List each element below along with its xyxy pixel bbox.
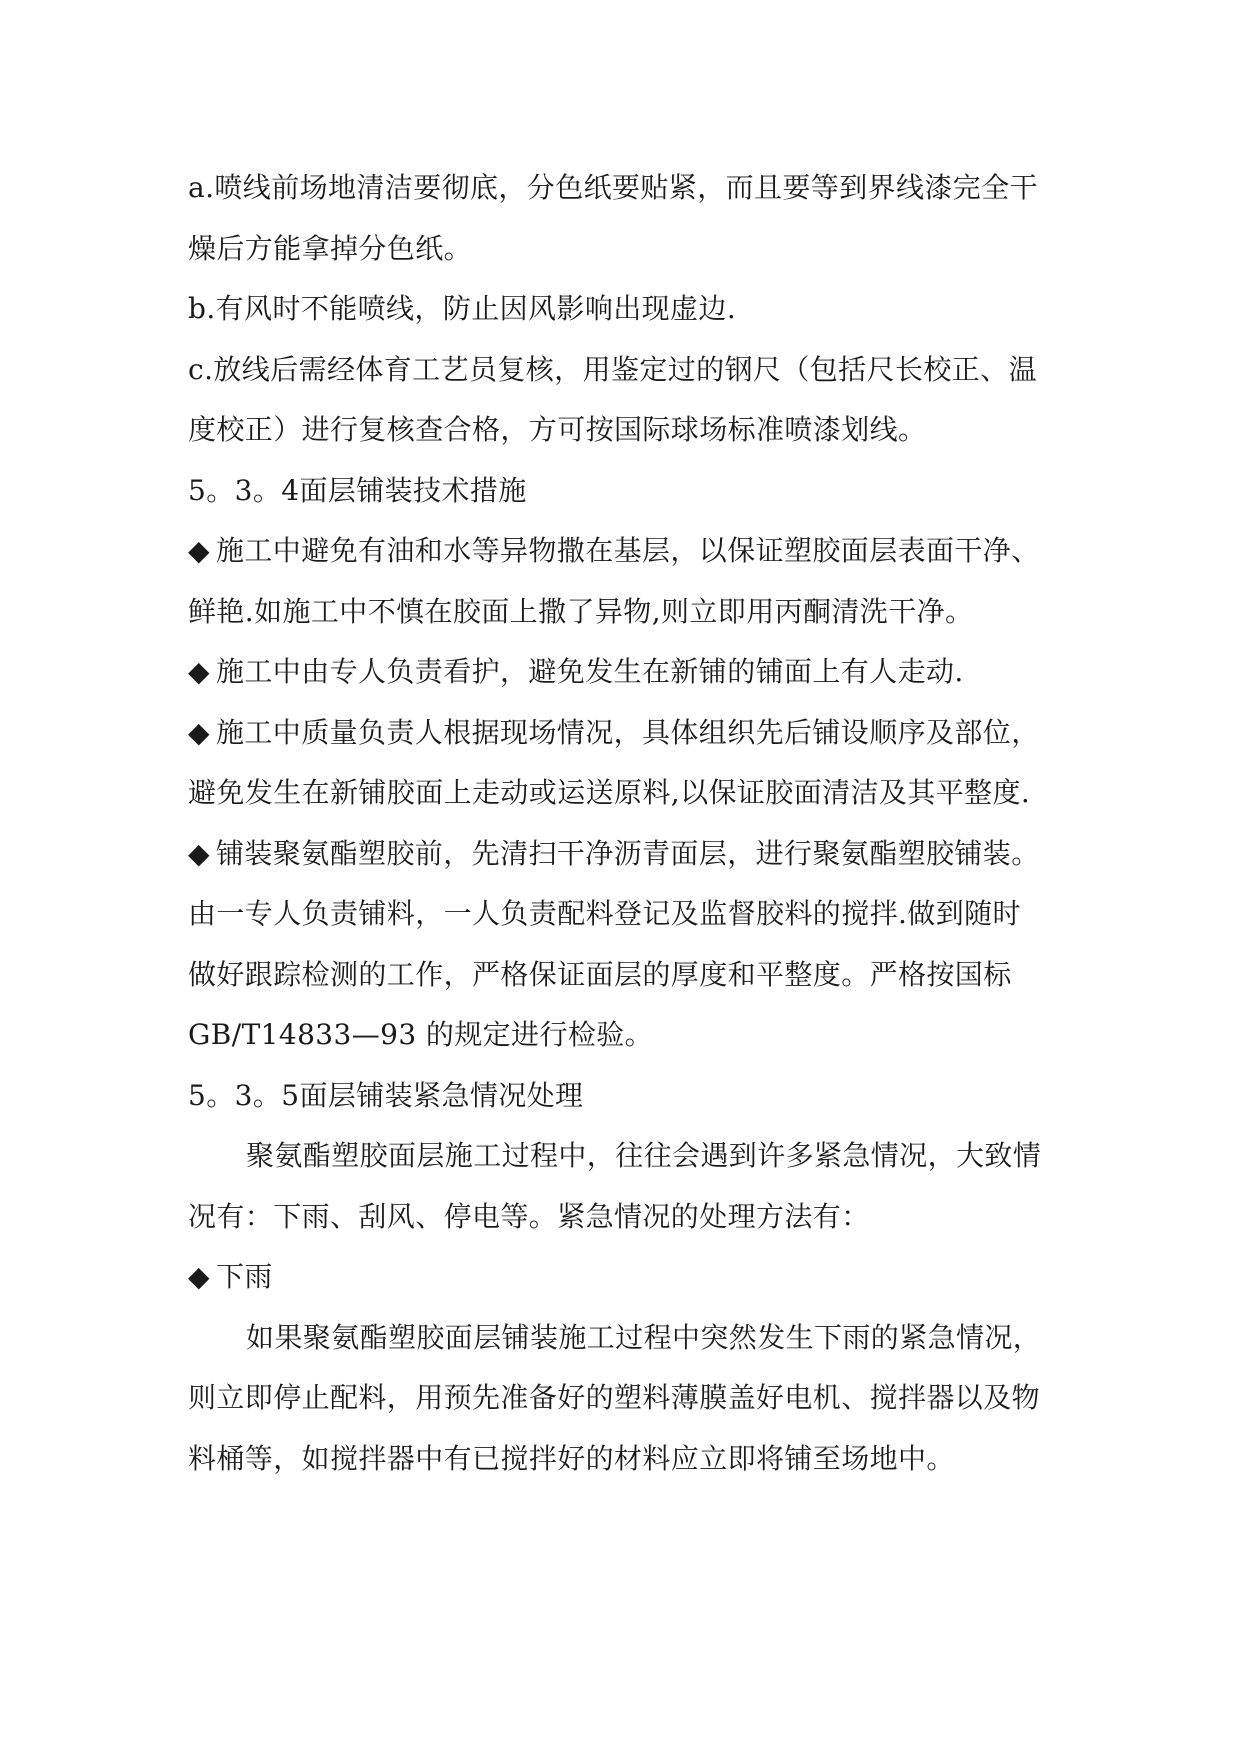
bullet-item-3-line-2: 避免发生在新铺胶面上走动或运送原料,以保证胶面清洁及其平整度.: [188, 776, 1031, 809]
bullet-item-4-line-2: 由一专人负责铺料，一人负责配料登记及监督胶料的搅拌.做到随时: [188, 897, 1021, 930]
bullet-item-4-line-3: 做好跟踪检测的工作，严格保证面层的厚度和平整度。严格按国标: [188, 957, 1012, 991]
paragraph-a-line-1: a.喷线前场地清洁要彻底，分色纸要贴紧，而且要等到界线漆完全干: [188, 171, 1038, 204]
diamond-bullet-icon: ◆: [188, 534, 210, 567]
bullet-item-text: 施工中避免有油和水等异物撒在基层，以保证塑胶面层表面干净、: [216, 534, 1040, 567]
bullet-item-text: 施工中由专人负责看护，避免发生在新铺的铺面上有人走动.: [216, 655, 964, 688]
bullet-item-rain: [188, 1247, 1068, 1308]
bullet-item-2: [188, 642, 1068, 703]
bullet-item-4-line-4: GB/T14833—93 的规定进行检验。: [188, 1018, 654, 1051]
paragraph-c-line-2: 度校正）进行复核查合格，方可按国际球场标准喷漆划线。: [188, 413, 927, 446]
bullet-item-1-line-2: 鲜艳.如施工中不慎在胶面上撒了异物,则立即用丙酮清洗干净。: [188, 594, 974, 628]
diamond-bullet-icon: ◆: [188, 1260, 210, 1293]
bullet-item-1-line-1: [188, 521, 1068, 582]
section-heading-5-3-4: 5。3。4面层铺装技术措施: [188, 473, 527, 507]
paragraph-c-line-1: c.放线后需经体育工艺员复核，用鉴定过的钢尺（包括尺长校正、温: [188, 352, 1037, 386]
rain-paragraph-line-2: 则立即停止配料，用预先准备好的塑料薄膜盖好电机、搅拌器以及物: [188, 1381, 1041, 1414]
intro-paragraph-line-1: 聚氨酯塑胶面层施工过程中，往往会遇到许多紧急情况，大致情: [246, 1139, 1042, 1172]
rain-paragraph-line-1: 如果聚氨酯塑胶面层铺装施工过程中突然发生下雨的紧急情况，: [246, 1320, 1042, 1354]
diamond-bullet-icon: ◆: [188, 655, 210, 688]
bullet-item-4-line-1: [188, 824, 1068, 885]
bullet-item-text: 下雨: [216, 1260, 273, 1293]
bullet-item-text: 施工中质量负责人根据现场情况，具体组织先后铺设顺序及部位，: [216, 715, 1040, 749]
diamond-bullet-icon: ◆: [188, 715, 210, 749]
bullet-item-3-line-1: [188, 703, 1068, 764]
section-heading-5-3-5: 5。3。5面层铺装紧急情况处理: [188, 1078, 584, 1112]
diamond-bullet-icon: ◆: [188, 836, 210, 870]
document-page: [188, 158, 1068, 1489]
paragraph-a-line-2: 燥后方能拿掉分色纸。: [188, 231, 473, 265]
intro-paragraph-line-2: 况有：下雨、刮风、停电等。紧急情况的处理方法有：: [188, 1199, 870, 1233]
paragraph-b: b.有风时不能喷线，防止因风影响出现虚边.: [188, 292, 737, 325]
rain-paragraph-line-3: 料桶等，如搅拌器中有已搅拌好的材料应立即将铺至场地中。: [188, 1441, 955, 1475]
bullet-item-text: 铺装聚氨酯塑胶前，先清扫干净沥青面层，进行聚氨酯塑胶铺装。: [216, 836, 1040, 870]
